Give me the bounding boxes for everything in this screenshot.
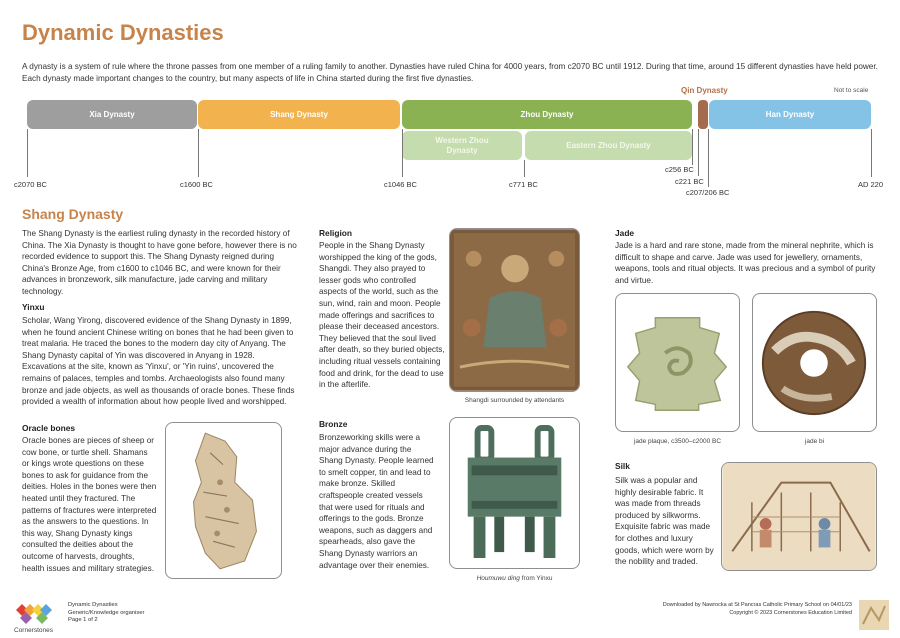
footer-thumbnail: [859, 600, 889, 630]
date-c207bc: c207/206 BC: [686, 188, 730, 197]
tick-c771: [524, 160, 525, 177]
zhou-dynasty-bar: [402, 100, 692, 129]
jade-text: Jade is a hard and rare stone, made from the mineral nephrite, which is difficult to shape and carve. Jade was used for jewellery, ornaments, weapons, tools and ritual objects. It was precious and a symbol of purity and virtue.: [615, 241, 876, 285]
cornerstones-logo-text: Cornerstones: [14, 627, 54, 634]
page-title: Dynamic Dynasties: [22, 20, 224, 45]
tick-c221: [698, 129, 699, 176]
jade-bi-caption: jade bi: [804, 438, 825, 445]
footer-download-line: Downloaded by Nawrocka at St Pancras Catholic Primary School on 04/01/23: [662, 602, 852, 608]
zhou-dynasty-label: Zhou Dynasty: [520, 110, 574, 119]
cornerstones-logo: [10, 598, 60, 634]
han-dynasty-label: Han Dynasty: [765, 110, 815, 119]
oracle-bones-heading: Oracle bones: [22, 423, 76, 433]
western-zhou-label: Western Zhou Dynasty: [435, 135, 489, 155]
footer-page: Page 1 of 2: [68, 617, 98, 623]
oracle-bone-image: [165, 422, 282, 579]
footer-copyright: Copyright © 2023 Cornerstones Education Limited: [729, 609, 852, 616]
date-c771bc: c771 BC: [509, 180, 538, 189]
religion-heading: Religion: [319, 228, 353, 238]
footer-download-info: [612, 602, 852, 617]
western-zhou-bar: [402, 131, 522, 160]
han-dynasty-bar: [709, 100, 871, 129]
tick-c1600: [198, 129, 199, 177]
silk-weaving-picture: [722, 463, 876, 570]
tick-c256: [692, 129, 693, 165]
date-c256bc: c256 BC: [665, 165, 694, 174]
yinxu-heading: Yinxu: [22, 302, 45, 312]
footer-topic: Dynamic Dynasties: [68, 602, 118, 608]
jade-plaque-image: [615, 293, 740, 432]
oracle-bones-text: Oracle bones are pieces of sheep or cow bone, or turtle shell. Shamans or kings wrote questions on these bones to ask for guidance from the deities. Holes in the bones were then heated until they fractured. The patterns of fractures were interpreted as the answers to the questions. In this way, Shang Dynasty kings consulted the deities about the outcome of harvests, droughts, health issues and military strategies.: [22, 436, 157, 573]
jade-plaque-picture: [616, 294, 739, 431]
date-c221bc: c221 BC: [675, 177, 704, 186]
eastern-zhou-label: Eastern Zhou Dynasty: [566, 140, 651, 150]
silk-heading: Silk: [615, 461, 630, 471]
yinxu-text: Scholar, Wang Yirong, discovered evidence of the Shang Dynasty in 1899, when he found ancient Chinese writing on bones that he had been given to treat malaria. He traced the bones to the modern day city of Anyang. The Shang Dynasty capital of Yin was discovered in Anyang in 1928. Excavations at the site, known as 'Yinxu', or 'Yin ruins', uncovered the remains of palaces, temples and tombs. Archaeologists also found many bronze and jade objects, as well as thousands of oracle bones. These finds provided a wealth of information about how people lived and worshipped.: [22, 316, 295, 407]
shang-dynasty-heading: Shang Dynasty: [22, 206, 124, 222]
silk-text: Silk was a popular and highly desirable fabric. It was made from threads produced by silkworms. Exquisite fabric was made for clothes and luxury goods, which were worn by the nobility and traded.: [615, 476, 714, 567]
xia-dynasty-label: Xia Dynasty: [89, 110, 135, 119]
date-ad220: AD 220: [858, 180, 884, 189]
tick-c2070: [27, 129, 28, 177]
date-c1046bc: c1046 BC: [384, 180, 417, 189]
ding-caption-italic: Houmuwu ding: [476, 575, 520, 582]
jade-bi-picture: [753, 294, 876, 431]
ding-caption: [449, 575, 580, 582]
shangdi-painting-image: [449, 228, 580, 392]
cornerstones-logo-mark: [10, 598, 60, 634]
qin-dynasty-bar: [698, 100, 708, 129]
qin-dynasty-label: Qin Dynasty: [681, 86, 728, 95]
bronze-ding-image: [449, 417, 580, 569]
bronze-heading: Bronze: [319, 419, 348, 429]
tick-c1046: [402, 129, 403, 177]
religion-text: People in the Shang Dynasty worshipped the king of the gods, Shangdi. They also prayed to lesser gods who controlled aspects of the world, such as the sun, wind, rain and moon. People made offerings and sacrifices to please their deceased ancestors. They believed that the soul lived after death, so they buried objects, including ritual vessels containing food and drink, for the dead to use in the afterlife.: [319, 241, 445, 390]
not-to-scale-note: Not to scale: [834, 87, 869, 94]
jade-plaque-caption: jade plaque, c3500–c2000 BC: [633, 438, 722, 445]
shang-dynasty-bar: [198, 100, 400, 129]
jade-heading: Jade: [615, 228, 635, 238]
footer-type: Generic/Knowledge organiser: [68, 609, 145, 616]
footer-meta: [68, 602, 144, 625]
eastern-zhou-bar: [525, 131, 692, 160]
tick-ad220: [871, 129, 872, 177]
bronze-ding-picture: [450, 418, 579, 568]
footer-thumbnail-picture: [859, 600, 889, 630]
silk-weaving-image: [721, 462, 877, 571]
intro-text: A dynasty is a system of rule where the throne passes from one member of a ruling family to another. Dynasties have ruled China for 4000 years, from c2070 BC until 1912. During that time, around 15 different dynasties have held power. Each dynasty made important changes to the country, but many aspects of life in China started during the first five dynasties.: [22, 62, 878, 83]
ding-caption-rest: from Yinxu: [519, 575, 553, 582]
bronze-text: Bronzeworking skills were a major advance during the Shang Dynasty. People learned to smelt copper, tin and lead to make bronze. Skilled craftspeople created vessels that were used for rituals and offerings to the gods. Bronze weapons, such as daggers and spearheads, also gave the Shang Dynasty warriors an advantage over their enemies.: [319, 433, 434, 570]
xia-dynasty-bar: [27, 100, 197, 129]
jade-bi-image: [752, 293, 877, 432]
shang-intro-text: The Shang Dynasty is the earliest ruling dynasty in the recorded history of China. The Xia Dynasty is thought to have gone before, however there is no recorded evidence to support this. The Shang Dynasty reigned during China's Bronze Age, from c1600 to c1046 BC, and were known for their advances in bronzework, silk manufacture, jade carving and military technology.: [22, 229, 297, 296]
tick-c207: [708, 129, 709, 187]
shangdi-caption: Shangdi surrounded by attendants: [464, 397, 565, 404]
oracle-bone-picture: [166, 423, 281, 578]
date-c2070bc: c2070 BC: [14, 180, 47, 189]
shang-dynasty-label: Shang Dynasty: [270, 110, 328, 119]
date-c1600bc: c1600 BC: [180, 180, 213, 189]
shangdi-painting-picture: [450, 229, 579, 391]
